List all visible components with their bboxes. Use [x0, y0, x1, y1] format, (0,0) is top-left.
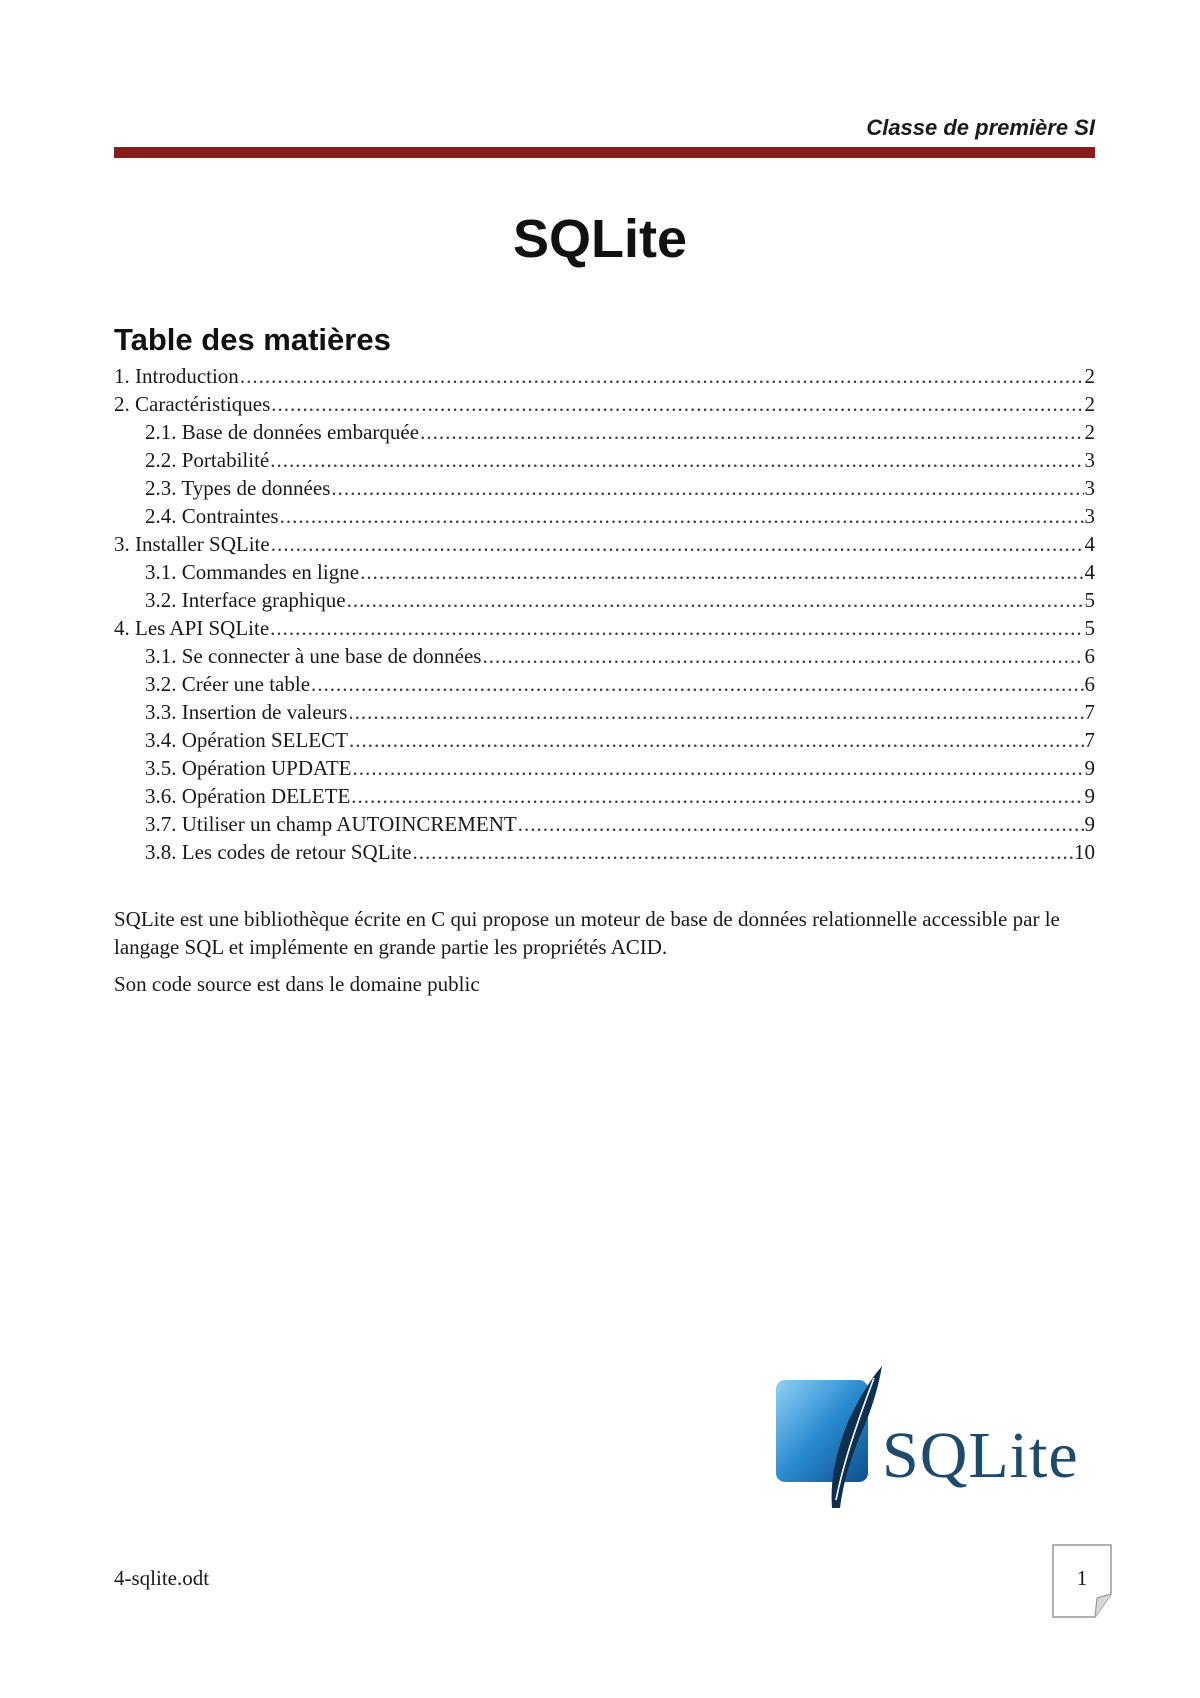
toc-dot-leader [518, 810, 1084, 838]
header-rule [114, 147, 1095, 158]
toc-entry[interactable] [114, 642, 1095, 670]
toc-entry-label: 4. Les API SQLite [114, 616, 270, 640]
toc-entry[interactable] [114, 670, 1095, 698]
toc-entry-page: 5 [1084, 588, 1095, 612]
toc-entry[interactable] [114, 446, 1095, 474]
toc-dot-leader [360, 558, 1083, 586]
toc-dot-leader [420, 418, 1083, 446]
toc-dot-leader [270, 614, 1083, 642]
toc-dot-leader [348, 698, 1083, 726]
toc-entry-label: 3.1. Commandes en ligne [145, 560, 360, 584]
toc-entry-page: 9 [1084, 812, 1095, 836]
toc-heading: Table des matières [114, 322, 391, 357]
toc-entry-label: 2.4. Contraintes [145, 504, 279, 528]
toc-dot-leader [331, 474, 1083, 502]
toc-entry-page: 2 [1084, 364, 1095, 388]
toc-entry-label: 3.2. Interface graphique [145, 588, 346, 612]
toc-entry-page: 9 [1084, 756, 1095, 780]
toc-entry[interactable] [114, 418, 1095, 446]
toc-dot-leader [280, 502, 1084, 530]
toc-entry-page: 5 [1084, 616, 1095, 640]
toc-entry-page: 2 [1084, 392, 1095, 416]
toc-entry-label: 3.2. Créer une table [145, 672, 311, 696]
footer-filename: 4-sqlite.odt [114, 1566, 210, 1590]
toc-dot-leader [270, 446, 1083, 474]
toc-entry-page: 2 [1084, 420, 1095, 444]
toc-entry-label: 3.7. Utiliser un champ AUTOINCREMENT [145, 812, 517, 836]
toc-entry-label: 2.1. Base de données embarquée [145, 420, 420, 444]
table-of-contents [114, 362, 1095, 866]
toc-entry[interactable] [114, 698, 1095, 726]
toc-entry-page: 7 [1084, 728, 1095, 752]
toc-entry[interactable] [114, 726, 1095, 754]
toc-dot-leader [349, 726, 1084, 754]
toc-entry-page: 9 [1084, 784, 1095, 808]
sqlite-logo-text: SQLite [882, 1419, 1079, 1492]
toc-entry-page: 4 [1084, 560, 1095, 584]
toc-entry[interactable] [114, 586, 1095, 614]
toc-entry-page: 7 [1084, 700, 1095, 724]
toc-entry-label: 3.3. Insertion de valeurs [145, 700, 348, 724]
toc-entry-label: 2.2. Portabilité [145, 448, 270, 472]
toc-dot-leader [347, 586, 1084, 614]
toc-entry[interactable] [114, 474, 1095, 502]
sqlite-logo [770, 1360, 1090, 1510]
toc-entry-page: 3 [1084, 448, 1095, 472]
toc-entry[interactable] [114, 558, 1095, 586]
intro-paragraph: SQLite est une bibliothèque écrite en C qui propose un moteur de base de données relationnelle accessible par le langage SQL et implémente en grande partie les propriétés ACID. [114, 907, 1060, 959]
toc-entry-page: 4 [1084, 532, 1095, 556]
toc-entry-label: 2.3. Types de données [145, 476, 331, 500]
toc-entry[interactable] [114, 390, 1095, 418]
toc-dot-leader [352, 754, 1083, 782]
toc-entry[interactable] [114, 530, 1095, 558]
document-title: SQLite [512, 209, 688, 269]
toc-entry[interactable] [114, 362, 1095, 390]
toc-entry[interactable] [114, 614, 1095, 642]
toc-dot-leader [413, 838, 1073, 866]
toc-entry-label: 1. Introduction [114, 364, 239, 388]
header-class-label: Classe de première SI [866, 115, 1095, 140]
sqlite-feather-icon [770, 1360, 890, 1510]
toc-entry-page: 6 [1084, 672, 1095, 696]
toc-entry[interactable] [114, 782, 1095, 810]
toc-entry[interactable] [114, 754, 1095, 782]
toc-entry-label: 3.1. Se connecter à une base de données [145, 644, 482, 668]
license-paragraph: Son code source est dans le domaine public [114, 972, 480, 996]
toc-entry[interactable] [114, 838, 1095, 866]
toc-entry[interactable] [114, 502, 1095, 530]
toc-entry-label: 3.8. Les codes de retour SQLite [145, 840, 412, 864]
toc-entry[interactable] [114, 810, 1095, 838]
toc-entry-page: 10 [1074, 840, 1095, 864]
toc-dot-leader [351, 782, 1083, 810]
toc-entry-page: 3 [1084, 504, 1095, 528]
toc-dot-leader [311, 670, 1083, 698]
toc-entry-label: 2. Caractéristiques [114, 392, 271, 416]
toc-dot-leader [482, 642, 1083, 670]
toc-entry-label: 3.6. Opération DELETE [145, 784, 351, 808]
toc-dot-leader [271, 390, 1083, 418]
toc-entry-page: 3 [1084, 476, 1095, 500]
toc-entry-page: 6 [1084, 644, 1095, 668]
toc-dot-leader [271, 530, 1084, 558]
toc-entry-label: 3.5. Opération UPDATE [145, 756, 352, 780]
toc-entry-label: 3. Installer SQLite [114, 532, 270, 556]
toc-dot-leader [240, 362, 1084, 390]
toc-entry-label: 3.4. Opération SELECT [145, 728, 348, 752]
page-number: 1 [1076, 1566, 1088, 1590]
